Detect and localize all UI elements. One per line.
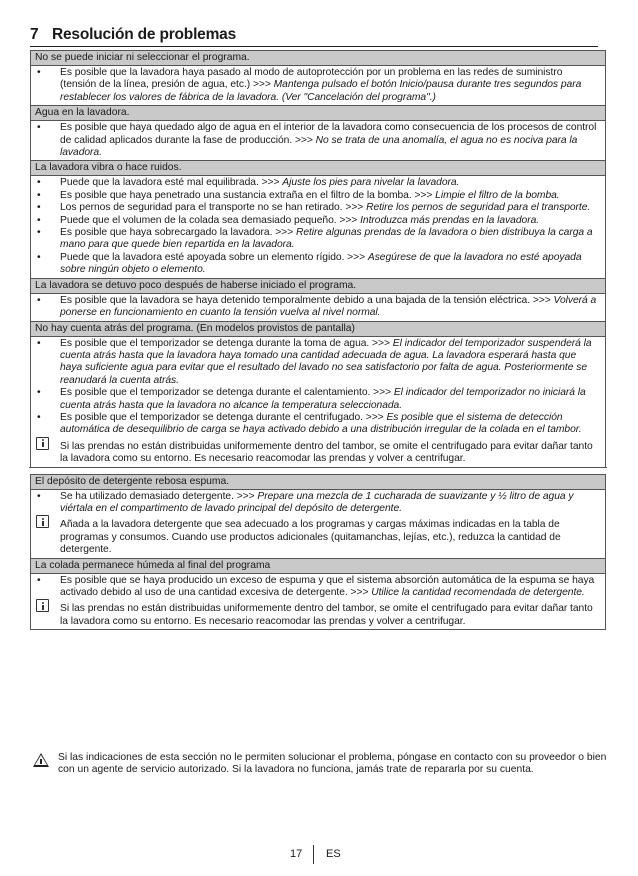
cause-text: Es posible que el temporizador se detenga durante el centrifugado. >>>: [60, 411, 387, 423]
cause-item: [35, 202, 601, 214]
problem-heading: No hay cuenta atrás del programa. (En modelos provistos de pantalla): [31, 322, 605, 337]
cause-text: Es posible que se haya producido un exceso de espuma y que el sistema absorción automática de la espuma se haya activado debido al uso de una cantidad excesiva de detergente. >>>: [60, 574, 595, 598]
problem-heading: El depósito de detergente rebosa espuma.: [31, 475, 605, 490]
bullet-icon: •: [37, 251, 41, 263]
solution-text: Es posible que el sistema de detección automática de desequilibrio de carga se haya activado debido a una distribución irregular de la colada en el tambor.: [60, 411, 582, 436]
info-marker: [35, 437, 60, 453]
solution-text: El indicador del temporizador no iniciará la cuenta atrás hasta que la lavadora no alcance la temperatura seleccionada.: [60, 387, 586, 411]
section-gap: [29, 467, 607, 474]
bullet-icon: •: [37, 67, 41, 78]
solution-text: Volverá a ponerse en funcionamiento en cuanto la tensión vuelva al nivel normal.: [60, 294, 597, 319]
cause-text: Puede que la lavadora esté apoyada sobre un elemento rígido. >>>: [60, 251, 368, 263]
problem-section: [30, 50, 606, 105]
solution-text: Retire algunas prendas de la lavadora o bien distribuya la carga a mano para que quede bien repartida en la lavadora.: [60, 227, 593, 251]
problem-body: [31, 121, 605, 160]
info-icon: [36, 515, 49, 528]
info-icon: [36, 599, 49, 612]
bullet-icon: •: [37, 294, 41, 306]
cause-text: Es posible que la lavadora haya pasado al modo de autoprotección por un problema en las redes de suministro (tensión de la línea, presión de agua, etc.) >>>: [60, 67, 563, 91]
cause-item: [35, 338, 601, 388]
cause-text: Es posible que el temporizador se detenga durante el calentamiento. >>>: [60, 387, 394, 399]
bullet-icon: •: [37, 214, 41, 226]
cause-text: Es posible que el temporizador se detenga durante la toma de agua. >>>: [60, 337, 393, 349]
cause-item: [35, 295, 601, 320]
footer-language: ES: [326, 848, 341, 860]
info-icon: [36, 437, 49, 450]
info-note: [35, 437, 601, 466]
warning-text: Si las indicaciones de esta sección no le permiten solucionar el problema, póngase en contacto con su proveedor o bien con un agente de servicio autorizado. Si la lavadora no funciona, jamás trate de repararla por su cuenta.: [58, 752, 607, 776]
bullet-icon: •: [37, 122, 41, 134]
bullet-icon: •: [37, 387, 41, 399]
bullet-icon: •: [37, 411, 41, 423]
cause-item: [35, 190, 601, 202]
problem-section: [30, 105, 606, 160]
cause-item: [35, 252, 601, 277]
warning-note: [30, 752, 624, 777]
solution-text: Asegúrese de que la lavadora no esté apoyada sobre ningún objeto o elemento.: [60, 251, 582, 276]
cause-item: [35, 177, 601, 189]
cause-text: Si las prendas no están distribuidas uniformemente dentro del tambor, se omite el centrifugado para evitar dañar tanto la lavadora como su entorno. Es necesario reacomodar las prendas y volver a centrifugar.: [60, 603, 593, 627]
solution-text: El indicador del temporizador suspenderá la cuenta atrás hasta que la lavadora haya tomado una cantidad adecuada de agua. La lavadora esperará hasta que haya suficiente agua para evitar que el resultado del lavado no sea satisfactorio por falta de agua. Posteriormente se reanudará la cuenta atrás.: [60, 337, 592, 386]
bullet-icon: •: [37, 574, 41, 586]
solution-text: Limpie el filtro de la bomba.: [435, 189, 560, 201]
problem-body: [31, 66, 605, 105]
section-title-text: Resolución de problemas: [52, 26, 237, 43]
solution-text: Utilice la cantidad recomendada de detergente.: [371, 587, 585, 598]
solution-text: Mantenga pulsado el botón Inicio/pausa durante tres segundos para restablecer los valores de fábrica de la lavadora. (Ver "Cancelación del programa".): [60, 79, 582, 103]
info-marker: [35, 599, 60, 615]
cause-item: [35, 122, 601, 159]
bullet-icon: •: [37, 202, 41, 214]
cause-text: Los pernos de seguridad para el transporte no se han retirado. >>>: [60, 202, 367, 214]
section-title: [30, 26, 598, 47]
page-number: 17: [290, 848, 303, 860]
solution-text: Ajuste los pies para nivelar la lavadora.: [282, 177, 460, 189]
info-note: [35, 599, 601, 628]
solution-text: Prepare una mezcla de 1 cucharada de suavizante y ½ litro de agua y viértala en el compartimento de lavado principal del depósito de detergente.: [60, 490, 574, 514]
cause-text: Puede que la lavadora esté mal equilibrada. >>>: [60, 177, 283, 189]
cause-item: [35, 215, 601, 227]
cause-text: Es posible que haya penetrado una sustancia extraña en el filtro de la bomba. >>>: [60, 189, 436, 201]
cause-text: Se ha utilizado demasiado detergente. >>>: [60, 490, 258, 502]
problem-section: [30, 278, 606, 321]
solution-text: Introduzca más prendas en la lavadora.: [360, 214, 540, 226]
problems-table: [30, 50, 606, 630]
cause-text: Es posible que haya sobrecargado la lavadora. >>>: [60, 227, 296, 239]
bullet-icon: •: [37, 490, 41, 502]
cause-item: [35, 412, 601, 437]
problem-section: [30, 558, 606, 631]
problem-body: [31, 574, 605, 630]
cause-item: [35, 491, 601, 516]
problem-section: [30, 474, 606, 558]
problem-body: [31, 176, 605, 277]
section-number: 7: [30, 26, 39, 43]
info-marker: [35, 515, 60, 531]
problem-heading: La lavadora se detuvo poco después de haberse iniciado el programa.: [31, 279, 605, 294]
cause-item: [35, 227, 601, 252]
solution-text: No se trata de una anomalía, el agua no es nociva para la lavadora.: [60, 134, 578, 159]
problem-heading: No se puede iniciar ni seleccionar el programa.: [31, 51, 605, 66]
info-note: [35, 515, 601, 556]
cause-item: [35, 575, 601, 600]
problem-body: [31, 294, 605, 321]
problem-body: [31, 337, 605, 467]
problem-body: [31, 490, 605, 558]
solution-text: Retire los pernos de seguridad para el transporte.: [366, 202, 591, 214]
cause-text: Es posible que la lavadora se haya detenido temporalmente debido a una bajada de la tensión eléctrica. >>>: [60, 294, 554, 306]
problem-section: [30, 160, 606, 277]
bullet-icon: •: [37, 177, 41, 189]
problem-heading: La colada permanece húmeda al final del programa: [31, 559, 605, 574]
problem-heading: La lavadora vibra o hace ruidos.: [31, 161, 605, 176]
problem-heading: Agua en la lavadora.: [31, 106, 605, 121]
problem-section: [30, 321, 606, 467]
cause-item: [35, 387, 601, 412]
cause-text: Añada a la lavadora detergente que sea adecuado a los programas y cargas máximas indicadas en la tabla de programas y consumos. Cuando use productos adicionales (quitamanchas, lejías, etc.), reduzca la cantidad de detergente.: [60, 519, 561, 556]
cause-item: [35, 67, 601, 104]
bullet-icon: •: [37, 189, 41, 201]
bullet-icon: •: [37, 337, 41, 349]
cause-text: Si las prendas no están distribuidas uniformemente dentro del tambor, se omite el centrifugado para evitar dañar tanto la lavadora como su entorno. Es necesario reacomodar las prendas y volver a centrifugar.: [60, 440, 593, 465]
cause-text: Puede que el volumen de la colada sea demasiado pequeño. >>>: [60, 214, 361, 226]
bullet-icon: •: [37, 227, 41, 239]
cause-text: Es posible que haya quedado algo de agua en el interior de la lavadora como consecuencia de los procesos de control de calidad aplicados durante la fase de producción. >>>: [60, 122, 597, 146]
warning-triangle-icon: [33, 753, 49, 767]
footer-separator: [313, 845, 314, 864]
